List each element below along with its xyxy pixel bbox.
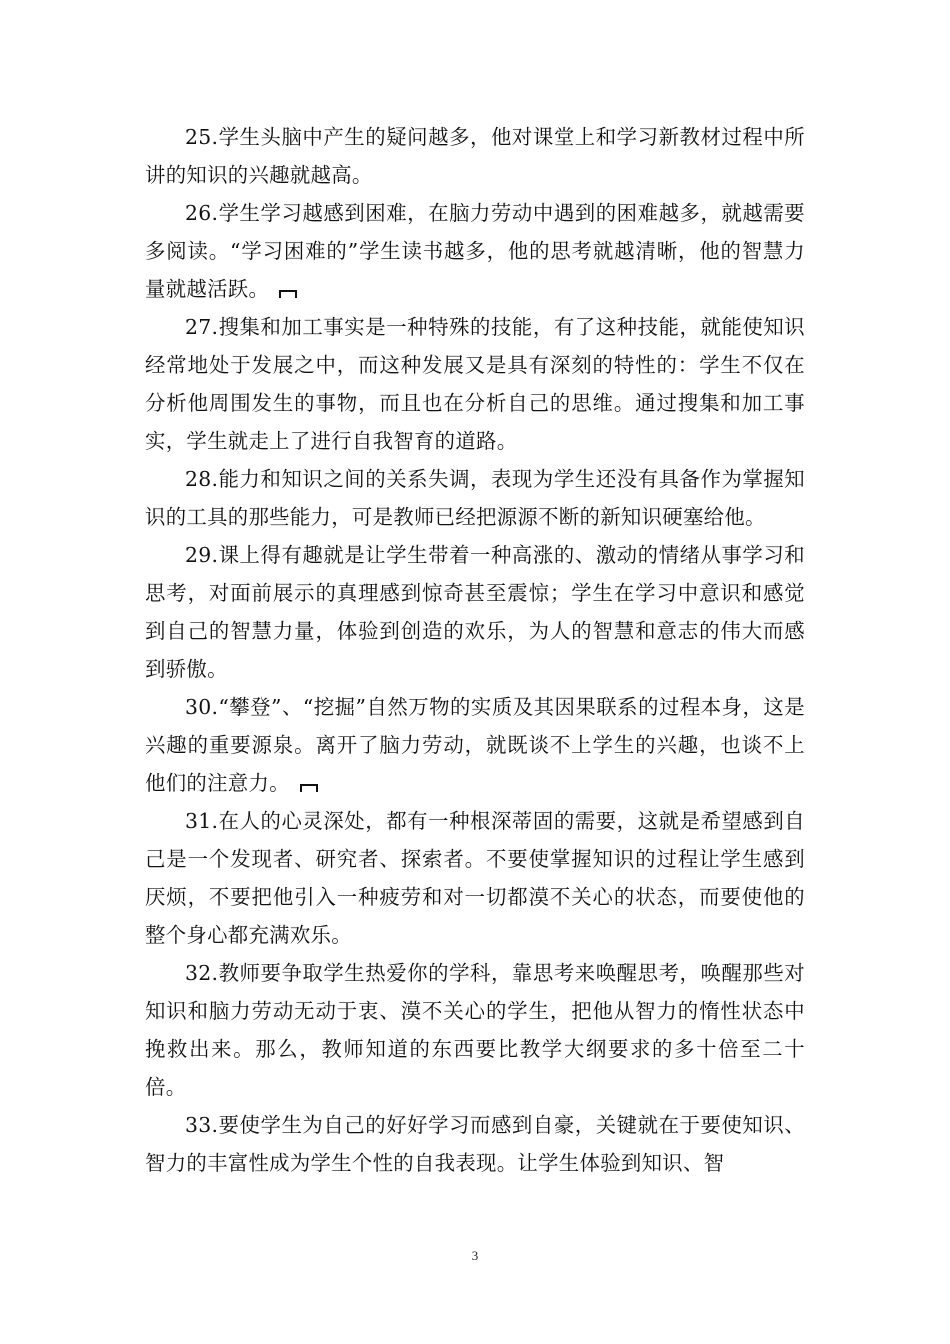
paragraph-break-mark-icon [300,784,318,792]
paragraph-31: 31.在人的心灵深处，都有一种根深蒂固的需要，这就是希望感到自己是一个发现者、研究者、探索者。不要使掌握知识的过程让学生感到厌烦，不要把他引入一种疲劳和对一切都漠不关心的状态，而要使他的整个身心都充满欢乐。 [145,809,805,947]
paragraph-break-mark-icon [279,290,297,298]
paragraph-27: 27.搜集和加工事实是一种特殊的技能，有了这种技能，就能使知识经常地处于发展之中，而这种发展又是具有深刻的特性的：学生不仅在分析他周围发生的事物，而且也在分析自己的思维。通过搜集和加工事实，学生就走上了进行自我智育的道路。 [145,315,805,453]
page-number: 3 [471,1248,479,1263]
paragraph-25: 25.学生头脑中产生的疑问越多，他对课堂上和学习新教材过程中所讲的知识的兴趣就越高。 [145,125,805,187]
paragraph-30: 30.“攀登”、“挖掘”自然万物的实质及其因果联系的过程本身，这是兴趣的重要源泉。离开了脑力劳动，就既谈不上学生的兴趣，也谈不上他们的注意力。 [145,695,805,795]
paragraph-32: 32.教师要争取学生热爱你的学科，靠思考来唤醒思考，唤醒那些对知识和脑力劳动无动于衷、漠不关心的学生，把他从智力的惰性状态中挽救出来。那么，教师知道的东西要比教学大纲要求的多十倍至二十倍。 [145,961,805,1099]
paragraph-33: 33.要使学生为自己的好好学习而感到自豪，关键就在于要使知识、智力的丰富性成为学生个性的自我表现。让学生体验到知识、智 [145,1113,805,1175]
paragraph-29: 29.课上得有趣就是让学生带着一种高涨的、激动的情绪从事学习和思考，对面前展示的真理感到惊奇甚至震惊；学生在学习中意识和感觉到自己的智慧力量，体验到创造的欢乐，为人的智慧和意志的伟大而感到骄傲。 [145,543,805,681]
paragraph-26: 26.学生学习越感到困难，在脑力劳动中遇到的困难越多，就越需要多阅读。“学习困难的”学生读书越多，他的思考就越清晰，他的智慧力量就越活跃。 [145,201,805,301]
paragraph-28: 28.能力和知识之间的关系失调，表现为学生还没有具备作为掌握知识的工具的那些能力，可是教师已经把源源不断的新知识硬塞给他。 [145,467,805,529]
document-body [145,118,805,1182]
